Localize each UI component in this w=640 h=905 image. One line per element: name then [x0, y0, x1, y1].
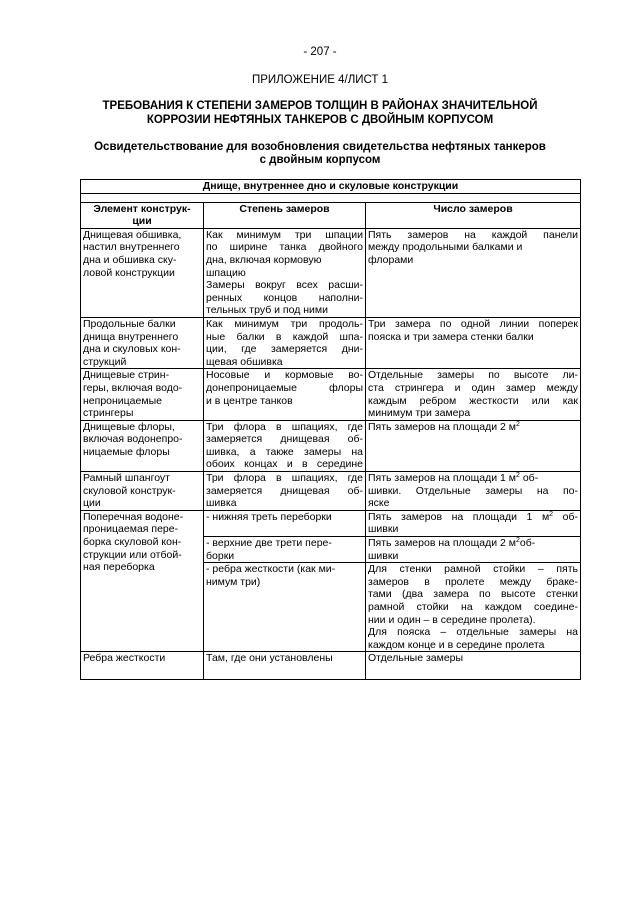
- cell-line: Поперечная водоне-: [83, 510, 184, 523]
- cell-line: стрингеры: [83, 407, 134, 420]
- document-title: [60, 99, 580, 127]
- cell-extent: [204, 317, 366, 368]
- title-line: КОРРОЗИИ НЕФТЯНЫХ ТАНКЕРОВ С ДВОЙНЫМ КОРПУСОМ: [146, 114, 494, 126]
- subtitle-line: с двойным корпусом: [259, 154, 381, 166]
- cell-line: Для стенки рамной стойки – пять: [368, 563, 578, 576]
- cell-line: Днищевые стрин-: [83, 369, 170, 382]
- table-row: [81, 420, 581, 471]
- cell-line: Рамный шпангоут: [83, 472, 170, 485]
- cell-line: Ребра жесткости: [83, 652, 166, 665]
- cell-extent: [204, 472, 366, 511]
- cell-line: [368, 537, 578, 550]
- superscript: 2: [516, 420, 520, 428]
- table-row: [81, 510, 581, 536]
- column-header-row: [81, 202, 581, 228]
- page-number: - 207 -: [303, 46, 337, 58]
- table-row: [81, 369, 581, 420]
- text-span: об-: [519, 472, 539, 485]
- cell-line: шивка, а также замеры на: [206, 445, 363, 458]
- text-span: об-: [553, 510, 578, 523]
- title-line: ТРЕБОВАНИЯ К СТЕПЕНИ ЗАМЕРОВ ТОЛЩИН В РАЙОНАХ ЗНАЧИТЕЛЬНОЙ: [102, 100, 538, 112]
- cell-line: Носовые и кормовые во-: [206, 369, 363, 382]
- cell-line: замеряется днищевая об-: [206, 433, 363, 446]
- cell-line: тельных труб и под ними: [206, 304, 328, 317]
- cell-line: Три флора в шпациях, где: [206, 472, 363, 485]
- cell-extent: [204, 228, 366, 317]
- section-header: Днище, внутреннее дно и скуловые конструкции: [81, 180, 581, 194]
- cell-line: пояска и три замера стенки балки: [368, 330, 534, 343]
- cell-line: ницаемые флоры: [83, 445, 170, 458]
- cell-line: щевая обшивка: [206, 355, 283, 368]
- spacer-cell: [81, 193, 581, 202]
- cell-line: борка скуловой кон-: [83, 536, 182, 549]
- table-row: [81, 472, 581, 511]
- cell-count: [366, 369, 581, 420]
- cell-element: [81, 472, 204, 511]
- cell-line: борки: [206, 549, 235, 562]
- cell-extent: [204, 563, 366, 652]
- cell-line: по ширине танка двойного: [206, 241, 363, 254]
- document-subtitle: [60, 141, 580, 167]
- cell-line: Замеры вокруг всех расши-: [206, 279, 363, 292]
- cell-line: замеров в пролете между бракe-: [368, 575, 578, 588]
- cell-line: ловой конструкции: [83, 266, 175, 279]
- cell-line: настил внутреннего: [83, 241, 180, 254]
- cell-line: [368, 472, 578, 485]
- cell-line: флорами: [368, 253, 414, 266]
- table-row: [81, 317, 581, 368]
- cell-line: ста стрингера и один замер между: [368, 381, 578, 394]
- cell-extent: [204, 420, 366, 471]
- cell-line: струкции или отбой-: [83, 548, 182, 561]
- text-span: об-: [519, 537, 536, 550]
- cell-line: тами (два замера по высоте стенки: [368, 588, 578, 601]
- cell-extent: [204, 537, 366, 563]
- cell-line: рамной стойки на каждом соедине-: [368, 601, 578, 613]
- superscript: 2: [516, 537, 520, 545]
- text-span: Пять замеров на площади 2 м: [368, 537, 517, 550]
- cell-line: Отдельные замеры: [368, 652, 464, 665]
- cell-line: замеряется днищевая об-: [206, 484, 363, 497]
- cell-count: [366, 537, 581, 563]
- cell-line: Три флора в шпациях, где: [206, 420, 363, 433]
- cell-line: - ребра жесткости (как ми-: [206, 563, 336, 576]
- column-header-count: Число замеров: [366, 202, 581, 228]
- cell-element: [81, 510, 204, 652]
- cell-line: ные балки в каждой шпа-: [206, 330, 363, 343]
- cell-line: ции, где замеряется дни-: [206, 343, 363, 356]
- cell-line: шивка: [206, 497, 237, 510]
- cell-line: дна, включая кормовую: [206, 253, 322, 266]
- cell-line: каждом конце и в середине пролета: [368, 638, 545, 651]
- cell-extent: [204, 652, 366, 680]
- cell-count: [366, 510, 581, 536]
- cell-line: нии и один – в середине пролета).: [368, 613, 536, 626]
- cell-line: шивки: [368, 523, 399, 536]
- cell-element: [81, 228, 204, 317]
- cell-line: Днищевая обшивка,: [83, 228, 182, 241]
- requirements-table: [80, 179, 581, 680]
- cell-extent: [204, 510, 366, 536]
- cell-line: Там, где они установлены: [206, 652, 333, 665]
- superscript: 2: [549, 510, 554, 518]
- cell-element: [81, 317, 204, 368]
- text-span: Пять замеров на площади 2 м: [368, 420, 517, 433]
- cell-line: Три замера по одной линии поперек: [368, 317, 578, 330]
- cell-line: Днищевые флоры,: [83, 420, 175, 433]
- cell-line: проницаемая пере-: [83, 523, 179, 536]
- cell-line: донепроницаемые флоры: [206, 381, 363, 394]
- cell-line: шивки. Отдельные замеры на по-: [368, 484, 578, 497]
- cell-element: [81, 369, 204, 420]
- cell-line: - верхние две трети пере-: [206, 537, 332, 550]
- column-header-extent: Степень замеров: [204, 202, 366, 228]
- cell-line: Как минимум три продоль-: [206, 317, 363, 330]
- cell-line: Продольные балки: [83, 317, 176, 330]
- column-header-element: [81, 202, 204, 228]
- header-line: Элемент конструк-: [93, 202, 191, 215]
- cell-line: Как минимум три шпации: [206, 228, 363, 241]
- cell-line: [368, 421, 578, 434]
- cell-line: геры, включая водо-: [83, 381, 183, 394]
- cell-count: [366, 652, 581, 680]
- cell-count: [366, 228, 581, 317]
- cell-line: ренных концов наполни-: [206, 291, 363, 304]
- cell-line: между продольными балками и: [368, 241, 523, 254]
- table-row: [81, 652, 581, 680]
- cell-count: [366, 317, 581, 368]
- table-row: [81, 228, 581, 317]
- cell-line: каждым ребром жесткости или как: [368, 394, 578, 407]
- cell-line: - нижняя треть переборки: [206, 510, 332, 523]
- cell-count: [366, 472, 581, 511]
- cell-line: [368, 511, 578, 524]
- cell-count: [366, 420, 581, 471]
- cell-line: включая водонепро-: [83, 433, 183, 446]
- cell-element: [81, 652, 204, 680]
- cell-line: ции: [83, 497, 101, 510]
- section-header-row: [81, 180, 581, 194]
- cell-line: Отдельные замеры по высоте ли-: [368, 369, 578, 382]
- subtitle-line: Освидетельствование для возобновления свидетельства нефтяных танкеров: [94, 141, 546, 153]
- cell-line: дна и обшивка ску-: [83, 253, 177, 266]
- cell-line: ная переборка: [83, 561, 155, 574]
- cell-line: струкций: [83, 355, 127, 368]
- annex-label: ПРИЛОЖЕНИЕ 4/ЛИСТ 1: [251, 74, 389, 86]
- cell-element: [81, 420, 204, 471]
- spacer-row: [81, 193, 581, 202]
- cell-line: скуловой конструк-: [83, 484, 176, 497]
- cell-line: яске: [368, 497, 390, 510]
- cell-line: обоих концах и в середине: [206, 458, 363, 471]
- text-span: Пять замеров на площади 1 м: [368, 472, 517, 485]
- cell-count: [366, 563, 581, 652]
- superscript: 2: [516, 472, 520, 480]
- cell-line: шпацию: [206, 266, 246, 279]
- cell-line: непроницаемые: [83, 394, 162, 407]
- cell-line: нимум три): [206, 575, 261, 588]
- cell-line: Пять замеров на каждой панели: [368, 228, 578, 241]
- cell-extent: [204, 369, 366, 420]
- cell-line: минимум три замера: [368, 407, 471, 420]
- cell-line: дна и скуловых кон-: [83, 343, 181, 356]
- cell-line: Для пояска – отдельные замеры на: [368, 626, 578, 639]
- cell-line: и в центре танков: [206, 394, 293, 407]
- cell-line: шивки: [368, 549, 399, 562]
- text-span: Пять замеров на площади 1 м: [368, 510, 550, 523]
- cell-line: днища внутреннего: [83, 330, 179, 343]
- header-line: ции: [132, 215, 152, 228]
